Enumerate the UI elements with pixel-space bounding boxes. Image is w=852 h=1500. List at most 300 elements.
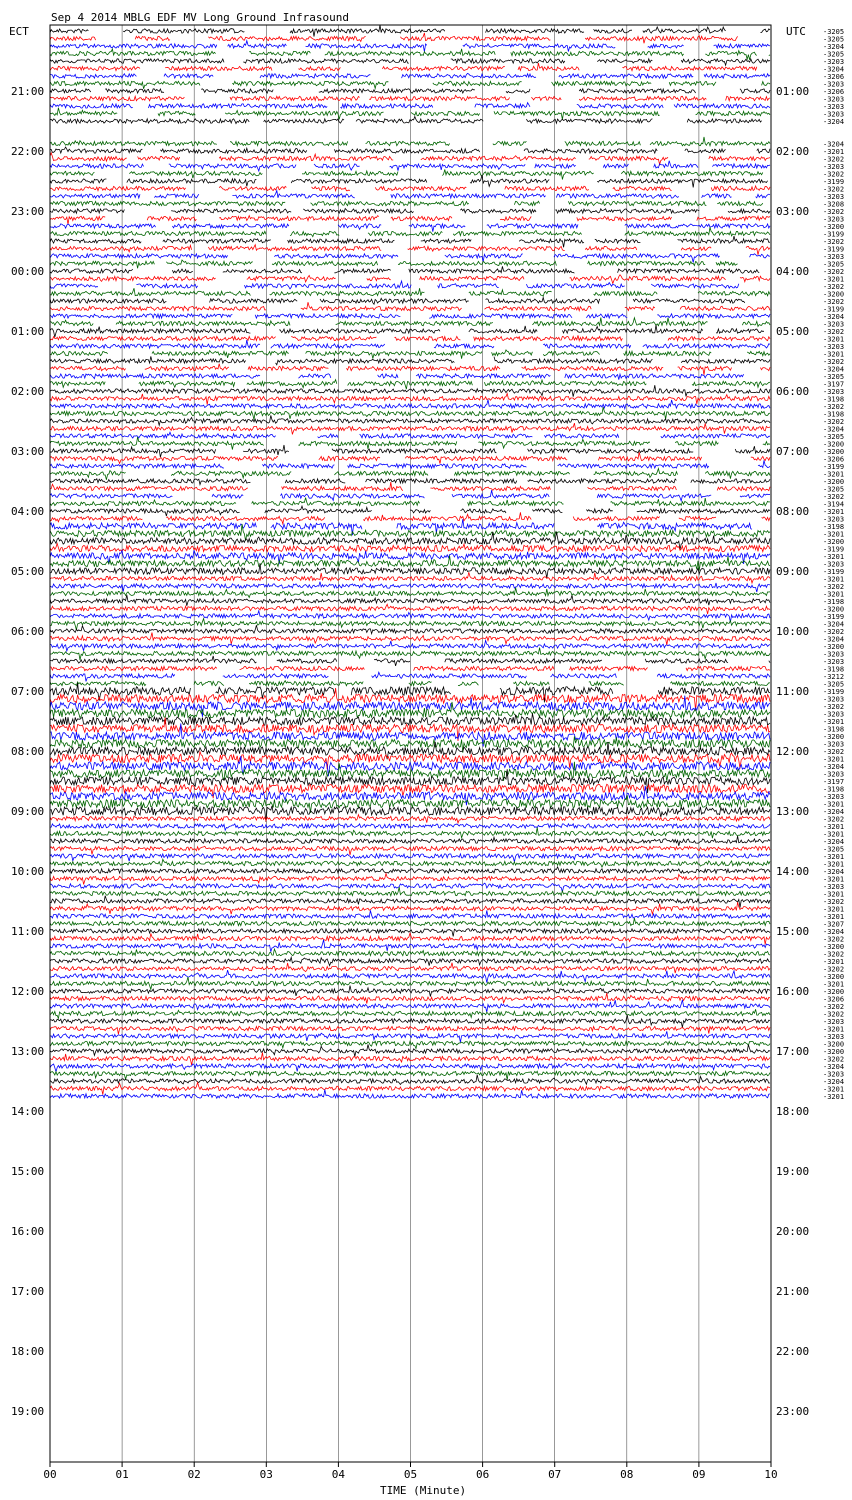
- trace-offset-label: -3203: [823, 710, 845, 719]
- trace-offset-label: -3203: [823, 658, 845, 666]
- trace-offset-label: -3203: [823, 343, 845, 351]
- trace-row: [50, 41, 770, 52]
- trace-offset-label: -3201: [823, 148, 845, 156]
- left-hour-label: 11:00: [11, 925, 45, 938]
- trace-offset-label: -3198: [823, 410, 845, 419]
- trace-row: [50, 117, 762, 124]
- trace-offset-label: -3206: [823, 73, 845, 81]
- trace-offset-labels: [823, 28, 844, 1101]
- trace-offset-label: -3203: [823, 388, 845, 396]
- trace-row: [50, 288, 770, 296]
- trace-offset-label: -3204: [823, 763, 845, 771]
- x-tick-label: 04: [331, 1468, 346, 1481]
- trace-offset-label: -3202: [823, 1003, 845, 1011]
- trace-row: [50, 81, 770, 89]
- trace-row: [50, 604, 770, 614]
- trace-row: [50, 1041, 770, 1048]
- left-hour-label: 02:00: [11, 385, 45, 398]
- trace-offset-label: -3205: [823, 485, 845, 494]
- trace-row: [50, 49, 770, 60]
- trace-row: [50, 556, 770, 571]
- trace-row: [50, 385, 770, 397]
- left-hour-label: 07:00: [11, 685, 45, 698]
- left-hour-label: 22:00: [11, 145, 45, 158]
- trace-offset-label: -3198: [823, 665, 845, 674]
- trace-row: [50, 1026, 770, 1034]
- trace-row: [50, 572, 770, 583]
- x-axis-ticks: [43, 1462, 777, 1481]
- trace-offset-label: -3200: [823, 448, 845, 456]
- trace-row: [50, 666, 770, 670]
- trace-offset-label: -3203: [823, 560, 845, 569]
- left-hour-label: 08:00: [11, 745, 45, 758]
- trace-offset-label: -3200: [823, 1040, 845, 1049]
- trace-row: [50, 423, 770, 434]
- right-hour-label: 19:00: [776, 1165, 810, 1178]
- trace-row: [50, 400, 770, 409]
- trace-offset-label: -3198: [823, 725, 845, 734]
- left-hour-label: 15:00: [11, 1165, 45, 1178]
- trace-offset-label: -3201: [823, 508, 845, 516]
- right-hour-label: 04:00: [776, 265, 810, 278]
- trace-row: [50, 325, 764, 337]
- trace-row: [50, 452, 770, 463]
- trace-row: [50, 1045, 770, 1057]
- trace-offset-label: -3197: [823, 778, 845, 786]
- trace-offset-label: -3202: [823, 493, 845, 501]
- trace-offset-label: -3208: [823, 200, 845, 209]
- left-hour-label: 09:00: [11, 805, 45, 818]
- trace-offset-label: -3201: [823, 275, 845, 284]
- trace-offset-label: -3205: [823, 845, 845, 854]
- trace-row: [50, 103, 770, 109]
- trace-row: [50, 957, 770, 965]
- trace-row: [50, 216, 770, 225]
- trace-row: [50, 993, 770, 1004]
- trace-offset-label: -3200: [823, 988, 845, 996]
- left-hour-label: 16:00: [11, 1225, 45, 1238]
- trace-offset-label: -3200: [823, 605, 845, 614]
- trace-row: [50, 364, 770, 375]
- trace-row: [50, 815, 770, 823]
- trace-offset-label: -3202: [823, 898, 845, 906]
- trace-offset-label: -3203: [823, 740, 845, 749]
- trace-row: [50, 469, 770, 480]
- trace-offset-label: -3201: [823, 755, 845, 764]
- trace-offset-label: -3202: [823, 283, 845, 291]
- trace-offset-label: -3205: [823, 373, 845, 381]
- trace-row: [50, 640, 770, 651]
- trace-offset-label: -3202: [823, 583, 845, 591]
- trace-row: [50, 582, 770, 592]
- trace-row: [50, 896, 770, 908]
- trace-offset-label: -3202: [823, 703, 845, 711]
- trace-row: [50, 1090, 770, 1099]
- trace-row: [50, 175, 768, 188]
- trace-row: [50, 648, 770, 660]
- x-tick-label: 08: [620, 1468, 634, 1481]
- trace-row: [50, 970, 770, 983]
- right-hour-label: 01:00: [776, 85, 810, 98]
- trace-row: [50, 73, 770, 78]
- right-hour-label: 16:00: [776, 985, 810, 998]
- trace-row: [50, 836, 770, 846]
- right-hour-label: 18:00: [776, 1105, 810, 1118]
- trace-offset-label: -3199: [823, 463, 845, 471]
- trace-offset-label: -3201: [823, 823, 845, 831]
- trace-offset-label: -3201: [823, 350, 845, 359]
- right-hour-label: 06:00: [776, 385, 810, 398]
- trace-offset-label: -3203: [823, 58, 845, 66]
- trace-offset-label: -3199: [823, 230, 845, 239]
- right-hour-label: 09:00: [776, 565, 810, 578]
- trace-row: [50, 350, 770, 359]
- trace-row: [50, 874, 770, 885]
- left-hour-label: 13:00: [11, 1045, 45, 1058]
- trace-offset-label: -3203: [823, 1018, 845, 1026]
- trace-offset-label: -3201: [823, 980, 845, 989]
- left-hour-label: 06:00: [11, 625, 45, 638]
- trace-offset-label: -3204: [823, 868, 845, 876]
- trace-row: [50, 482, 770, 491]
- trace-row: [50, 672, 770, 681]
- trace-offset-label: -3201: [823, 1025, 845, 1034]
- right-hour-label: 07:00: [776, 445, 810, 458]
- trace-offset-label: -3199: [823, 545, 845, 554]
- trace-row: [50, 479, 770, 485]
- trace-offset-label: -3203: [823, 103, 845, 111]
- trace-row: [50, 275, 770, 284]
- right-hour-label: 17:00: [776, 1045, 810, 1058]
- trace-offset-label: -3198: [823, 598, 845, 606]
- trace-offset-label: -3204: [823, 1078, 845, 1086]
- trace-offset-label: -3203: [823, 883, 845, 891]
- trace-offset-label: -3204: [823, 1063, 845, 1071]
- trace-offset-label: -3203: [823, 695, 845, 704]
- trace-offset-label: -3203: [823, 793, 845, 801]
- trace-row: [50, 1082, 770, 1094]
- trace-offset-label: -3204: [823, 635, 845, 644]
- trace-row: [50, 824, 770, 830]
- x-tick-label: 01: [115, 1468, 129, 1481]
- trace-offset-label: -3202: [823, 815, 845, 824]
- trace-offset-label: -3204: [823, 808, 845, 816]
- right-hour-label: 21:00: [776, 1285, 810, 1298]
- trace-row: [50, 714, 770, 726]
- trace-row: [50, 59, 770, 66]
- x-tick-label: 00: [43, 1468, 57, 1481]
- trace-row: [50, 153, 770, 165]
- trace-offset-label: -3199: [823, 688, 845, 696]
- trace-offset-label: -3203: [823, 1033, 845, 1041]
- right-hour-label: 15:00: [776, 925, 810, 938]
- trace-offset-label: -3201: [823, 800, 845, 809]
- trace-row: [50, 933, 770, 944]
- trace-row: [50, 281, 739, 289]
- trace-offset-label: -3207: [823, 920, 845, 929]
- trace-offset-label: -3201: [823, 913, 845, 921]
- left-hour-label: 17:00: [11, 1285, 45, 1298]
- trace-row: [50, 227, 770, 236]
- trace-row: [50, 1053, 770, 1066]
- trace-offset-label: -3202: [823, 328, 845, 336]
- trace-row: [50, 460, 770, 469]
- left-hour-label: 04:00: [11, 505, 45, 518]
- trace-row: [50, 827, 770, 838]
- trace-offset-label: -3203: [823, 215, 845, 224]
- trace-offset-label: -3202: [823, 170, 845, 179]
- trace-offset-label: -3198: [823, 395, 845, 404]
- trace-offset-label: -3201: [823, 590, 845, 599]
- trace-offset-label: -3203: [823, 253, 845, 261]
- right-hour-labels: [776, 85, 809, 1418]
- chart-title: Sep 4 2014 MBLG EDF MV Long Ground Infrasound: [51, 11, 350, 24]
- trace-offset-label: -3205: [823, 260, 845, 269]
- trace-offset-label: -3204: [823, 65, 845, 74]
- trace-offset-label: -3200: [823, 733, 845, 741]
- trace-row: [50, 318, 770, 327]
- trace-row: [50, 702, 770, 718]
- trace-offset-label: -3200: [823, 643, 845, 651]
- trace-offset-label: -3202: [823, 185, 845, 194]
- trace-row: [50, 887, 770, 896]
- trace-row: [50, 506, 770, 516]
- trace-offset-label: -3199: [823, 305, 845, 314]
- trace-offset-label: -3203: [823, 80, 845, 89]
- trace-offset-label: -3203: [823, 110, 845, 119]
- trace-offset-label: -3200: [823, 478, 845, 486]
- trace-row: [50, 147, 770, 153]
- trace-offset-label: -3200: [823, 973, 845, 981]
- trace-offset-label: -3200: [823, 223, 845, 231]
- trace-offset-label: -3203: [823, 163, 845, 171]
- left-hour-label: 01:00: [11, 325, 45, 338]
- right-hour-label: 08:00: [776, 505, 810, 518]
- trace-row: [50, 742, 770, 760]
- trace-row: [50, 918, 770, 926]
- trace-row: [50, 25, 770, 36]
- trace-row: [50, 490, 770, 501]
- trace-offset-label: -3201: [823, 958, 845, 966]
- x-tick-label: 10: [764, 1468, 778, 1481]
- right-hour-label: 10:00: [776, 625, 810, 638]
- trace-row: [50, 1063, 770, 1072]
- trace-offset-label: -3194: [823, 500, 845, 509]
- trace-offset-label: -3199: [823, 568, 845, 576]
- trace-offset-label: -3202: [823, 208, 845, 216]
- trace-row: [50, 254, 770, 263]
- trace-row: [50, 949, 770, 957]
- trace-offset-label: -3203: [823, 515, 845, 524]
- trace-offset-label: -3200: [823, 943, 845, 951]
- trace-offset-label: -3203: [823, 193, 845, 201]
- trace-offset-label: -3203: [823, 770, 845, 779]
- trace-offset-label: -3201: [823, 1085, 845, 1094]
- trace-offset-label: -3202: [823, 238, 845, 246]
- trace-offset-label: -3201: [823, 575, 845, 584]
- x-tick-label: 09: [692, 1468, 706, 1481]
- trace-row: [50, 201, 763, 205]
- trace-offset-label: -3202: [823, 1055, 845, 1064]
- trace-row: [50, 298, 745, 305]
- trace-row: [50, 245, 770, 255]
- x-tick-label: 07: [548, 1468, 562, 1481]
- trace-row: [50, 266, 759, 273]
- left-hour-label: 03:00: [11, 445, 45, 458]
- trace-row: [50, 977, 770, 989]
- trace-row: [50, 846, 770, 855]
- trace-offset-label: -3201: [823, 853, 845, 861]
- x-tick-label: 06: [475, 1468, 490, 1481]
- trace-offset-label: -3205: [823, 50, 845, 59]
- trace-offset-label: -3201: [823, 875, 845, 884]
- trace-row: [50, 986, 770, 997]
- trace-offset-label: -3205: [823, 35, 845, 44]
- trace-row: [50, 356, 770, 364]
- trace-row: [50, 137, 770, 146]
- trace-offset-label: -3198: [823, 523, 845, 531]
- trace-row: [50, 859, 770, 867]
- trace-offset-label: -3212: [823, 673, 845, 681]
- trace-row: [50, 1071, 770, 1080]
- trace-row: [50, 588, 770, 598]
- x-tick-label: 05: [403, 1468, 418, 1481]
- trace-row: [50, 940, 770, 952]
- left-axis-label: ECT: [9, 25, 29, 38]
- trace-row: [50, 854, 770, 862]
- right-hour-label: 03:00: [776, 205, 810, 218]
- trace-offset-label: -3204: [823, 928, 845, 936]
- trace-row: [50, 445, 770, 457]
- trace-offset-label: -3200: [823, 440, 845, 449]
- trace-offset-label: -3205: [823, 28, 845, 36]
- trace-offset-label: -3200: [823, 1048, 845, 1056]
- right-axis-label: UTC: [786, 25, 806, 38]
- trace-row: [50, 437, 770, 450]
- right-hour-label: 12:00: [776, 745, 810, 758]
- trace-row: [50, 512, 770, 524]
- trace-offset-label: -3201: [823, 890, 845, 899]
- trace-offset-label: -3200: [823, 538, 845, 546]
- trace-row: [50, 186, 770, 191]
- trace-offset-label: -3206: [823, 455, 845, 464]
- seismic-traces: [50, 25, 770, 1098]
- trace-offset-label: -3202: [823, 628, 845, 636]
- trace-offset-label: -3206: [823, 88, 845, 96]
- trace-offset-label: -3202: [823, 358, 845, 366]
- trace-offset-label: -3203: [823, 650, 845, 659]
- trace-offset-label: -3206: [823, 995, 845, 1004]
- trace-offset-label: -3201: [823, 553, 845, 561]
- trace-row: [50, 209, 770, 214]
- left-hour-label: 19:00: [11, 1405, 45, 1418]
- x-tick-label: 02: [187, 1468, 201, 1481]
- trace-row: [50, 910, 770, 918]
- trace-offset-label: -3202: [823, 268, 845, 276]
- trace-row: [50, 1015, 770, 1027]
- trace-row: [50, 191, 770, 199]
- right-hour-label: 13:00: [776, 805, 810, 818]
- trace-offset-label: -3201: [823, 718, 845, 726]
- trace-row: [50, 1000, 770, 1012]
- trace-offset-label: -3197: [823, 380, 845, 389]
- trace-row: [50, 544, 770, 552]
- trace-offset-label: -3204: [823, 43, 845, 51]
- right-hour-label: 14:00: [776, 865, 810, 878]
- trace-offset-label: -3201: [823, 335, 845, 344]
- trace-offset-label: -3202: [823, 418, 845, 426]
- trace-offset-label: -3204: [823, 365, 845, 374]
- trace-offset-label: -3202: [823, 748, 845, 756]
- right-hour-label: 02:00: [776, 145, 810, 158]
- trace-row: [50, 63, 757, 71]
- trace-row: [50, 625, 770, 634]
- trace-row: [50, 335, 770, 341]
- trace-row: [50, 374, 744, 380]
- left-hour-label: 14:00: [11, 1105, 45, 1118]
- trace-row: [50, 314, 770, 318]
- trace-row: [50, 867, 770, 873]
- trace-row: [50, 1075, 770, 1085]
- trace-offset-label: -3202: [823, 965, 845, 974]
- trace-row: [50, 33, 738, 43]
- trace-offset-label: -3204: [823, 140, 845, 149]
- trace-row: [50, 595, 770, 606]
- trace-row: [50, 432, 770, 438]
- left-hour-label: 21:00: [11, 85, 45, 98]
- left-hour-label: 05:00: [11, 565, 45, 578]
- trace-row: [50, 95, 770, 100]
- trace-offset-label: -3202: [823, 155, 845, 164]
- trace-offset-label: -3205: [823, 680, 845, 689]
- right-hour-label: 05:00: [776, 325, 810, 338]
- trace-row: [50, 681, 770, 686]
- trace-row: [50, 380, 770, 389]
- trace-offset-label: -3201: [823, 470, 845, 479]
- trace-offset-label: -3201: [823, 1093, 845, 1101]
- trace-offset-label: -3201: [823, 905, 845, 914]
- left-hour-labels: [11, 85, 44, 1418]
- trace-offset-label: -3201: [823, 530, 845, 539]
- right-hour-label: 22:00: [776, 1345, 810, 1358]
- trace-offset-label: -3199: [823, 613, 845, 621]
- trace-offset-label: -3203: [823, 95, 845, 104]
- trace-offset-label: -3203: [823, 320, 845, 329]
- trace-row: [50, 236, 770, 247]
- trace-row: [50, 611, 770, 622]
- x-tick-label: 03: [259, 1468, 273, 1481]
- trace-row: [50, 407, 770, 420]
- trace-row: [50, 619, 770, 630]
- trace-row: [50, 784, 770, 798]
- trace-row: [50, 340, 770, 348]
- trace-offset-label: -3203: [823, 1070, 845, 1079]
- trace-row: [50, 498, 770, 506]
- trace-offset-label: -3202: [823, 298, 845, 306]
- trace-row: [50, 736, 770, 752]
- trace-row: [50, 415, 770, 425]
- trace-offset-label: -3205: [823, 433, 845, 441]
- trace-row: [50, 170, 763, 180]
- left-hour-label: 12:00: [11, 985, 45, 998]
- trace-row: [50, 89, 770, 93]
- trace-row: [50, 1009, 770, 1018]
- trace-offset-label: -3204: [823, 118, 845, 126]
- trace-row: [50, 224, 770, 232]
- trace-offset-label: -3199: [823, 245, 845, 254]
- right-hour-label: 23:00: [776, 1405, 810, 1418]
- trace-offset-label: -3204: [823, 425, 845, 434]
